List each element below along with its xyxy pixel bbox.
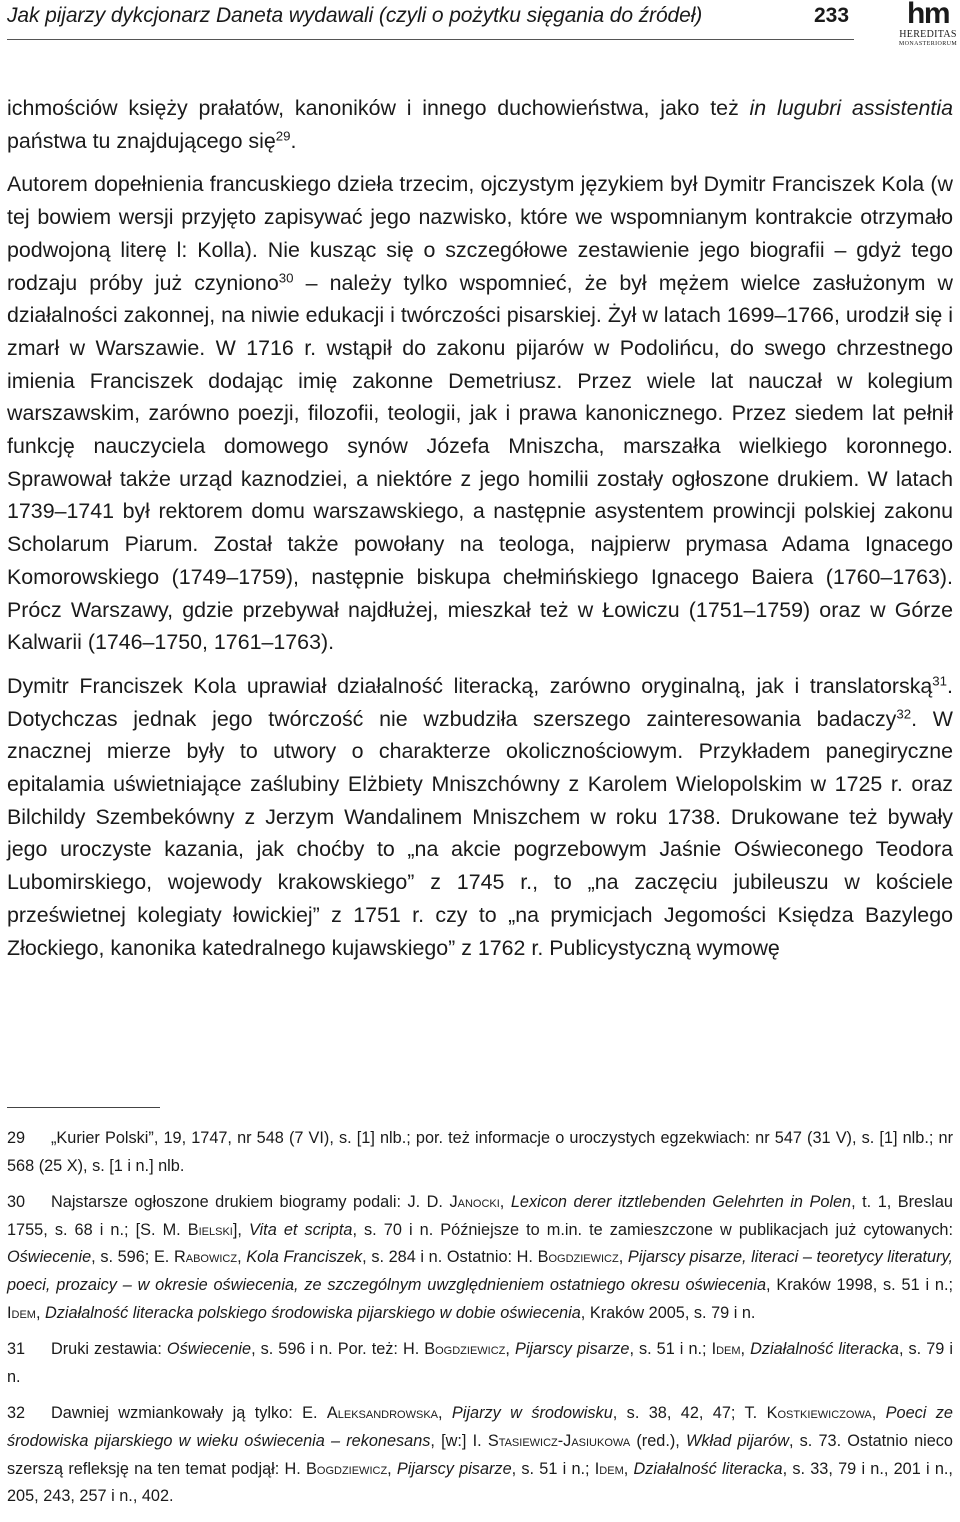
- text-run: ,: [740, 1340, 751, 1359]
- text-run: Najstarsze ogłoszone drukiem biogramy podali: J. D.: [51, 1193, 450, 1212]
- text-run: , s. 596; E.: [91, 1248, 174, 1267]
- text-run: ichmościów księży prałatów, kanoników i innego duchowieństwa, jako też: [7, 96, 750, 120]
- text-run: , [w:] I.: [430, 1431, 488, 1450]
- text-run: ],: [232, 1220, 249, 1239]
- work-title: Vita et scripta: [248, 1220, 353, 1239]
- text-run: Dymitr Franciszek Kola uprawiał działalność literacką, zarówno oryginalną, jak i translatorską: [7, 673, 933, 698]
- text-run: Dawniej wzmiankowały ją tylko: E.: [51, 1404, 327, 1423]
- footnote-ref-32[interactable]: 32: [896, 706, 912, 722]
- author-name: Rabowicz: [173, 1248, 238, 1267]
- author-name: Stasiewicz-Jasiukowa: [487, 1431, 631, 1450]
- work-title: Poeci ze środowiska pijarskiego w wieku oświecenia – rekonesans: [7, 1404, 953, 1450]
- page-number: 233: [814, 4, 850, 27]
- text-run: . Dotychczas jednak jego twórczość nie wzbudziła szerszego zainteresowania badaczy: [7, 673, 953, 731]
- logo-text-line1: HEREDITAS: [899, 29, 957, 40]
- footnote-number: 31: [7, 1340, 26, 1359]
- text-run: , t. 1, Breslau 1755, s. 68 i n.; [S. M.: [7, 1193, 953, 1239]
- text-run: .: [290, 128, 297, 153]
- text-run: państwa tu znajdującego się: [7, 128, 276, 153]
- author-name: Kostkiewiczowa: [766, 1404, 872, 1423]
- work-title: Działalność literacka polskiego środowiska pijarskiego w dobie oświecenia: [45, 1303, 581, 1322]
- work-title: Działalność literacka: [750, 1340, 899, 1359]
- footnote-32: [7, 1400, 953, 1510]
- text-run: ,: [438, 1404, 452, 1423]
- author-name: Bogdziewicz: [306, 1459, 388, 1478]
- footnote-number: 30: [7, 1193, 26, 1212]
- author-name: Bogdziewicz: [424, 1340, 506, 1359]
- running-title: Jak pijarzy dykcjonarz Daneta wydawali (czyli o pożytku sięgania do źródeł): [7, 4, 703, 27]
- work-title: Pijarscy pisarze, literaci – teoretycy literatury, poeci, prozaicy – w okresie oświecenia, ze szczególnym uwzględnieniem ostatniego okresu oświecenia: [7, 1248, 953, 1294]
- footnote-number: 32: [7, 1404, 26, 1423]
- work-title: Wkład pijarów: [685, 1431, 789, 1450]
- footnote-number: 29: [7, 1129, 26, 1147]
- text-run: ,: [387, 1459, 397, 1478]
- text-run: ,: [618, 1248, 628, 1267]
- work-title: Działalność literacka: [633, 1459, 783, 1478]
- text-run: Druki zestawia:: [51, 1340, 167, 1359]
- publisher-logo: [898, 2, 958, 62]
- work-title: Lexicon derer itztlebenden Gelehrten in Polen: [510, 1193, 852, 1212]
- text-run: , s. 70 i n. Późniejsze to m.in. te zamieszczone w publikacjach już cytowanych:: [352, 1220, 953, 1239]
- text-run: , s. 79 i n.: [7, 1340, 953, 1386]
- author-name: Idem: [7, 1303, 36, 1322]
- text-run: , s. 73. Ostatnio nieco szerszą refleksję na ten temat podjął: H.: [7, 1431, 953, 1478]
- text-run: , s. 51 i n.;: [511, 1459, 595, 1478]
- text-run: , s. 51 i n.;: [629, 1340, 712, 1359]
- author-name: Idem: [711, 1340, 741, 1359]
- footnote-ref-29[interactable]: 29: [275, 128, 291, 144]
- text-run: – należy tylko wspomnieć, że był mężem wielce zasłużonym w działalności zakonnej, na niwie edukacji i twórczości pisarskiej. Żył w latach 1699–1766, urodził się i zmarł w Warszawie. W 1716 r. wstąpił do zakonu pijarów w Podolińcu, do swego chrzestnego imienia Franciszek dodając imię zakonne Demetriusz. Przez wiele lat nauczał w kolegium warszawskim, zarówno poezji, filozofii, teologii, jak i prawa kanonicznego. Przez siedem lat pełnił funkcję nauczyciela domowego synów Józefa Mniszcha, marszałka wielkiego koronnego. Sprawował także urząd kaznodziei, a niektóre z jego homilii zostały ogłoszone drukiem. W latach 1739–1741 był rektorem domu warszawskiego, a następnie asystentem prowincji polskiej zakonu Scholarum Piarum. Został także powołany na teologa, najpierw prymasa Adama Ignacego Komorowskiego (1749–1759), następnie biskupa chełmińskiego Ignacego Baiera (1760–1763). Prócz Warszawy, gdzie przebywał najdłużej, mieszkał też w Łowiczu (1751–1759) oraz w Górze Kalwarii (1746–1750, 1761–1763).: [7, 270, 954, 655]
- work-title: Pijarscy pisarze: [396, 1459, 512, 1478]
- paragraph-continuation: [7, 92, 953, 157]
- logo-text-line2: MONASTERIORUM: [898, 41, 958, 47]
- author-name: Bogdziewicz: [537, 1248, 619, 1267]
- footnote-30: [7, 1189, 953, 1327]
- author-name: Bielski: [187, 1220, 233, 1239]
- text-run: ,: [505, 1340, 515, 1359]
- paragraph-literary-activity: [7, 670, 953, 964]
- footnote-29: [7, 1125, 953, 1180]
- text-run: , Kraków 2005, s. 79 i n.: [580, 1303, 756, 1322]
- text-run: , Kraków 1998, s. 51 i n.;: [766, 1275, 953, 1294]
- work-title: Kola Franciszek: [246, 1248, 363, 1267]
- author-name: Janocki: [449, 1193, 500, 1212]
- work-title: Oświecenie: [7, 1248, 92, 1267]
- text-run: (red.),: [630, 1431, 686, 1450]
- text-run: „Kurier Polski”, 19, 1747, nr 548 (7 VI), s. [1] nlb.; por. też informacje o uroczystych egzekwiach: nr 547 (31 V), s. [1] nlb.; nr 568 (25 X), s. [1 i n.] nlb.: [7, 1129, 953, 1175]
- text-run: ,: [35, 1303, 46, 1322]
- work-title: Oświecenie: [166, 1340, 252, 1359]
- footnotes: [7, 1125, 953, 1520]
- main-text: [7, 92, 953, 964]
- paragraph-biography: [7, 168, 953, 659]
- text-run: . W znacznej mierze były to utwory o charakterze okolicznościowym. Przykładem panegiryczne epitalamia uświetniające zaślubiny Elżbiety Mniszchówny z Karolem Wielopolskim w 1725 r. oraz Bilchildy Szembekówny z Jerzym Wandalinem Mniszchem w roku 1738. Drukowane też bywały jego uroczyste kazania, jak choćby to „na akcie pogrzebowym Jaśnie Oświeconego Teodora Lubomirskiego, wojewody krakowskiego” z 1745 r., to „na zaczęciu jubileuszu w kościele prześwietnej kolegiaty łowickiej” z 1751 r. czy to „na prymicjach Jegomości Księdza Bazylego Złockiego, kanonika katedralnego kujawskiego” z 1762 r. Publicystyczną wymowę: [7, 706, 953, 960]
- author-name: Idem: [594, 1459, 624, 1478]
- footnote-31: [7, 1336, 953, 1391]
- text-run: , s. 33, 79 i n., 201 i n., 205, 243, 257 i n., 402.: [7, 1459, 953, 1506]
- footnote-ref-30[interactable]: 30: [278, 270, 294, 286]
- text-run: , s. 284 i n. Ostatnio: H.: [362, 1248, 538, 1267]
- work-title: Pijarscy pisarze: [514, 1340, 630, 1359]
- footnote-rule: [7, 1107, 160, 1108]
- work-title: Pijarzy w środowisku: [451, 1404, 613, 1423]
- logo-monogram: hm: [907, 0, 949, 30]
- text-run: , s. 38, 42, 47; T.: [612, 1404, 767, 1423]
- text-run: ,: [871, 1404, 886, 1423]
- author-name: Aleksandrowska: [326, 1404, 438, 1423]
- text-run: ,: [499, 1193, 511, 1212]
- italic-phrase: in lugubri assistentia: [749, 96, 953, 120]
- text-run: Autorem dopełnienia francuskiego dzieła trzecim, ojczystym językiem był Dymitr Franciszek Kola (w tej bowiem wersji przyjęto zapisywać jego nazwisko, które we wspomnianym kontrakcie otrzymało podwojoną literę l: Kolla). Nie kusząc się o szczegółowe zestawienie jego biografii – gdyż tego rodzaju próby już czyniono: [7, 172, 953, 295]
- header-rule: [7, 39, 854, 40]
- text-run: , s. 596 i n. Por. też: H.: [251, 1340, 425, 1359]
- text-run: ,: [237, 1248, 247, 1267]
- text-run: ,: [623, 1459, 634, 1478]
- footnote-ref-31[interactable]: 31: [932, 673, 948, 689]
